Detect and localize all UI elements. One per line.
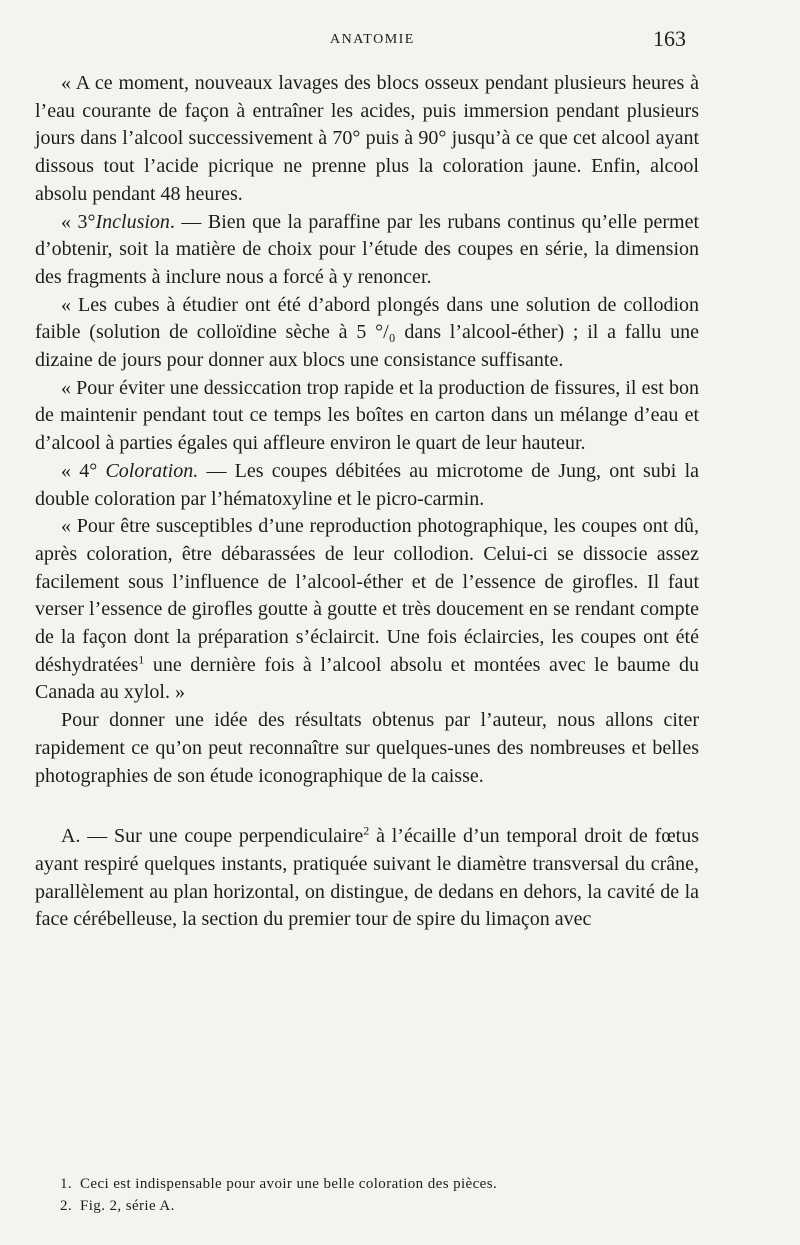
main-text <box>35 70 699 934</box>
footnotes <box>60 1173 700 1217</box>
section-heading-inclusion: Inclusion <box>95 210 170 233</box>
section-heading-coloration: Coloration. <box>105 459 199 482</box>
section-number: « 3° <box>61 210 96 233</box>
paragraph-inclusion <box>35 209 699 292</box>
paragraph-resultats: Pour donner une idée des résultats obtenus par l’auteur, nous allons citer rapidement ce qu’on peut reconnaître sur quelques-unes des nombreuses et belles photographies de son étude iconographique de la caisse. <box>35 709 699 787</box>
footnote-ref-2: 2 <box>363 823 370 838</box>
footnote-number: 1. <box>60 1176 73 1192</box>
paragraph-text: . — Bien que la paraffine par les rubans continus qu’elle permet d’obtenir, soit la matière de choix pour l’étude des coupes en série, la dimension des fragments à inclure nous a forcé à y renoncer. <box>35 210 699 288</box>
paragraph-text: une dernière fois à l’alcool absolu et montées avec le baume du Canada au xylol. » <box>35 653 699 704</box>
page-number: 163 <box>653 26 686 51</box>
footnote <box>60 1195 700 1217</box>
footnote <box>60 1173 700 1195</box>
section-gap <box>35 790 699 823</box>
paragraph-lavages: « A ce moment, nouveaux lavages des blocs osseux pendant plusieurs heures à l’eau courante de façon à entraîner les acides, puis immersion pendant plusieurs jours dans l’alcool successivement à 70° puis à 90° jusqu’à ce que cet alcool ayant dissous tout l’acide picrique ne prenne plus la coloration jaune. Enfin, alcool absolu pendant 48 heures. <box>35 72 699 205</box>
footnote-ref-1: 1 <box>138 652 145 667</box>
footnote-number: 2. <box>60 1198 73 1214</box>
footnote-text: Fig. 2, série A. <box>80 1198 175 1214</box>
paragraph-coupe-a <box>35 823 699 934</box>
paragraph-reproduction <box>35 513 699 707</box>
paragraph-text: à l’écaille d’un temporal droit de fœtus ayant respiré quelques instants, pratiquée suivant le diamètre transversal du crâne, parallèlement au plan horizontal, on distingue, de dedans en dehors, la cavité de la face cérébelleuse, la section du premier tour de spire du limaçon avec <box>35 825 700 931</box>
paragraph-collodion: « Les cubes à étudier ont été d’abord plongés dans une solution de collodion faible (solution de colloïdine sèche à 5 °/₀ dans l’alcool-éther) ; il a fallu une dizaine de jours pour donner aux blocs une consistance suffisante. <box>35 293 699 372</box>
footnote-text: Ceci est indispensable pour avoir une belle coloration des pièces. <box>80 1176 498 1192</box>
page-header <box>0 26 800 62</box>
section-number: « 4° <box>61 459 98 482</box>
paragraph-text: — Les coupes débitées au microtome de Jung, ont subi la double coloration par l’hématoxyline et le picro-carmin. <box>35 459 700 510</box>
paragraph-dessiccation: « Pour éviter une dessiccation trop rapide et la production de fissures, il est bon de maintenir pendant tout ce temps les boîtes en carton dans un mélange d’eau et d’alcool à parties égales qui affleure environ le quart de leur hauteur. <box>35 376 699 455</box>
running-title: ANATOMIE <box>330 32 415 47</box>
paragraph-text: A. — Sur une coupe perpendiculaire <box>61 825 364 848</box>
paragraph-text: « Pour être susceptibles d’une reproduction photographique, les coupes ont dû, après coloration, être débarassées de leur collodion. Celui-ci se dissocie assez facilement sous l’influence de l’alcool-éther et de l’essence de girofles. Il faut verser l’essence de girofles goutte à goutte et très doucement en se rendant compte de la façon dont la préparation s’éclaircit. Une fois éclaircies, les coupes ont été déshydratées <box>35 515 699 676</box>
paragraph-coloration <box>35 458 699 513</box>
